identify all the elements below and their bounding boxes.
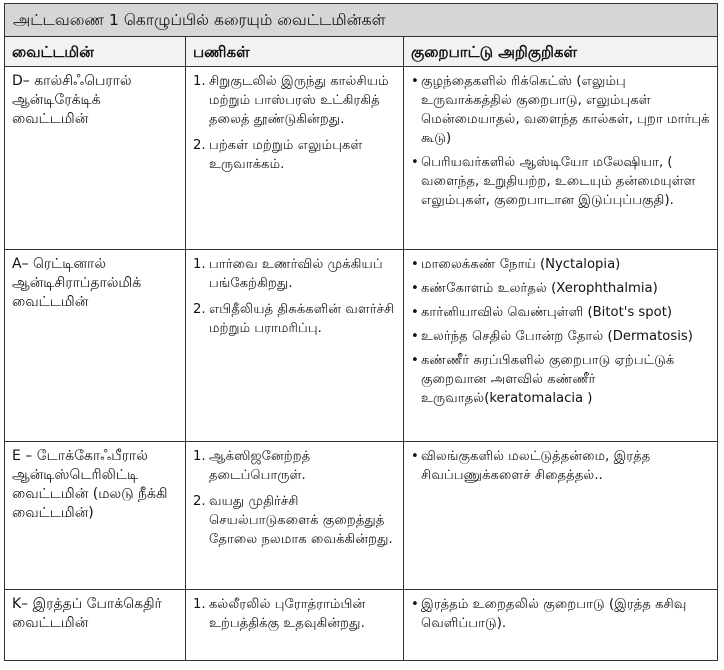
deficiency-item bbox=[411, 303, 710, 322]
deficiency-item bbox=[411, 255, 710, 274]
vitamin-name: K– இரத்தப் போக்கெதிர் வைட்டமின் bbox=[5, 590, 186, 660]
bullet-icon: • bbox=[411, 155, 419, 170]
functions-cell bbox=[186, 590, 404, 660]
deficiency-item bbox=[411, 327, 710, 346]
function-text: கல்லீரலில் புரோத்ராம்பின் உற்பத்திக்கு உதவுகின்றது. bbox=[209, 597, 366, 631]
deficiency-text: கார்னியாவில் வெண்புள்ளி (Bitot's spot) bbox=[421, 305, 673, 320]
table-row bbox=[5, 442, 717, 590]
function-number: 2. bbox=[193, 302, 206, 317]
bullet-icon: • bbox=[411, 305, 419, 320]
deficiency-text: பெரியவர்களில் ஆஸ்டியோ மலேஷியா, ( வளைந்த, உறுதியற்ற, உடையும் தன்மையுள்ள எலும்புகள், குறைபாடான இடுப்புப்பகுதி). bbox=[421, 155, 696, 208]
function-item bbox=[193, 72, 396, 129]
table-header-row bbox=[5, 37, 717, 67]
deficiency-item bbox=[411, 595, 710, 633]
function-text: ஆக்ஸிஜனேற்றத் தடைப்பொருள். bbox=[209, 449, 311, 483]
table-row bbox=[5, 250, 717, 442]
bullet-icon: • bbox=[411, 281, 419, 296]
vitamin-name: D– கால்சிஃபெரால் ஆன்டிரேக்டிக் வைட்டமின் bbox=[5, 67, 186, 249]
function-text: பார்வை உணர்வில் முக்கியப் பங்கேற்கிறது. bbox=[209, 257, 383, 291]
function-text: பற்கள் மற்றும் எலும்புகள் உருவாக்கம். bbox=[209, 138, 363, 172]
table-caption-text: அட்டவணை 1 கொழுப்பில் கரையும் வைட்டமின்கள் bbox=[13, 11, 386, 29]
deficiency-item bbox=[411, 153, 710, 210]
function-item bbox=[193, 136, 396, 174]
deficiency-item bbox=[411, 279, 710, 298]
deficiency-item bbox=[411, 72, 710, 148]
deficiency-item bbox=[411, 351, 710, 408]
bullet-icon: • bbox=[411, 74, 419, 89]
deficiency-item bbox=[411, 447, 710, 485]
functions-cell bbox=[186, 442, 404, 589]
deficiency-cell bbox=[404, 67, 717, 249]
function-item bbox=[193, 255, 396, 293]
function-number: 1. bbox=[193, 74, 206, 89]
function-number: 1. bbox=[193, 597, 206, 612]
functions-cell bbox=[186, 250, 404, 441]
deficiency-text: விலங்குகளில் மலட்டுத்தன்மை, இரத்த சிவப்பணுக்களைச் சிதைத்தல்.. bbox=[421, 449, 651, 483]
bullet-icon: • bbox=[411, 353, 419, 368]
function-text: சிறுகுடலில் இருந்து கால்சியம் மற்றும் பாஸ்பரஸ் உட்கிரகித் தலைத் தூண்டுகின்றது. bbox=[209, 74, 389, 127]
header-functions: பணிகள் bbox=[186, 37, 404, 66]
deficiency-text: இரத்தம் உறைதலில் குறைபாடு (இரத்த கசிவு வெளிப்பாடு). bbox=[421, 597, 687, 631]
deficiency-cell bbox=[404, 590, 717, 660]
vitamin-name: A– ரெட்டினால் ஆன்டிசிராப்தால்மிக் வைட்டமின் bbox=[5, 250, 186, 441]
bullet-icon: • bbox=[411, 449, 419, 464]
bullet-icon: • bbox=[411, 257, 419, 272]
function-item bbox=[193, 447, 396, 485]
functions-cell bbox=[186, 67, 404, 249]
table-row bbox=[5, 590, 717, 660]
header-vitamin: வைட்டமின் bbox=[5, 37, 186, 66]
function-number: 1. bbox=[193, 257, 206, 272]
function-item bbox=[193, 595, 396, 633]
table-caption bbox=[5, 4, 717, 37]
bullet-icon: • bbox=[411, 329, 419, 344]
vitamin-name: E – டோக்கோஃபீரால் ஆன்டிஸ்டெரிலிட்டி வைட்டமின் (மலடு நீக்கி வைட்டமின்) bbox=[5, 442, 186, 589]
deficiency-text: கண்ணீர் சுரப்பிகளில் குறைபாடு ஏற்பட்டுக் குறைவான அளவில் கண்ணீர் உருவாதல்(keratomalacia ) bbox=[421, 353, 675, 406]
function-item bbox=[193, 300, 396, 338]
table-row bbox=[5, 67, 717, 250]
deficiency-text: கண்கோளம் உலர்தல் (Xerophthalmia) bbox=[421, 281, 658, 296]
bullet-icon: • bbox=[411, 597, 419, 612]
vitamin-table bbox=[4, 3, 718, 661]
deficiency-text: மாலைக்கண் நோய் (Nyctalopia) bbox=[421, 257, 621, 272]
function-number: 2. bbox=[193, 138, 206, 153]
function-text: வயது முதிர்ச்சி செயல்பாடுகளைக் குறைத்துத் தோலை நலமாக வைக்கின்றது. bbox=[209, 494, 393, 547]
deficiency-text: உலர்ந்த செதில் போன்ற தோல் (Dermatosis) bbox=[421, 329, 693, 344]
function-number: 2. bbox=[193, 494, 206, 509]
function-item bbox=[193, 492, 396, 549]
function-text: எபிதீலியத் திசுக்களின் வளர்ச்சி மற்றும் பராமரிப்பு. bbox=[209, 302, 395, 336]
deficiency-cell bbox=[404, 442, 717, 589]
header-deficiency: குறைபாட்டு அறிகுறிகள் bbox=[411, 43, 578, 61]
deficiency-text: குழந்தைகளில் ரிக்கெட்ஸ் (எலும்பு உருவாக்கத்தில் குறைபாடு, எலும்புகள் மென்மையாதல், வளைந்த கால்கள், புறா மார்புக் கூடு) bbox=[421, 74, 710, 146]
function-number: 1. bbox=[193, 449, 206, 464]
deficiency-cell bbox=[404, 250, 717, 441]
